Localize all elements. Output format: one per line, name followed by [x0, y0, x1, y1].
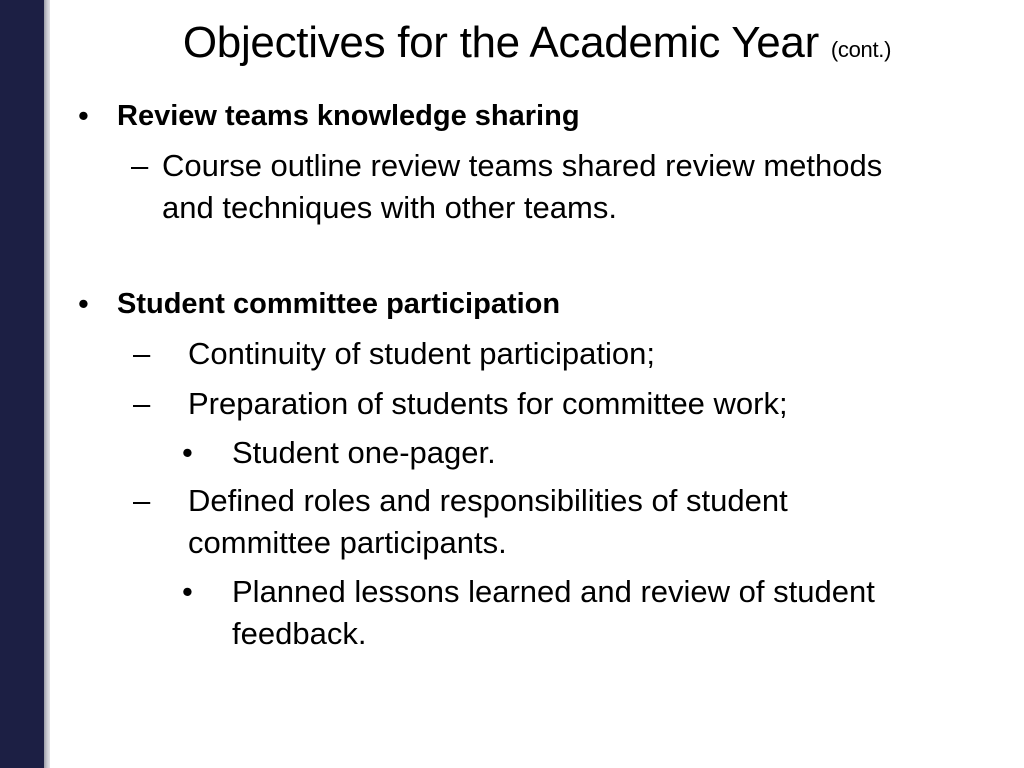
bullet-2-2-1: •: [182, 435, 193, 470]
list-item-text: Student one-pager.: [232, 435, 496, 470]
slide-title-text: Objectives for the Academic Year: [182, 18, 819, 67]
left-accent-bar: [0, 0, 44, 768]
list-item-text: Defined roles and responsibilities of student: [188, 483, 788, 518]
bullet-2: •: [78, 286, 89, 321]
list-item-text: and techniques with other teams.: [162, 190, 617, 225]
dash-2-1: –: [133, 336, 151, 371]
heading-knowledge-sharing: Review teams knowledge sharing: [117, 100, 580, 132]
dash-2-2: –: [133, 386, 151, 421]
slide-title-suffix: (cont.): [830, 37, 892, 62]
dash-1-1: –: [131, 148, 149, 183]
list-item-text: Planned lessons learned and review of student: [232, 574, 875, 609]
list-item-text: Course outline review teams shared review methods: [162, 148, 883, 183]
list-item-text: committee participants.: [188, 525, 507, 560]
dash-2-3: –: [133, 483, 151, 518]
heading-student-committee: Student committee participation: [117, 288, 561, 320]
left-accent-stripe: [44, 0, 50, 768]
list-item-text: feedback.: [232, 616, 367, 651]
slide-title: [50, 17, 1024, 76]
list-item-text: Preparation of students for committee work;: [188, 386, 788, 421]
bullet-2-3-1: •: [182, 574, 193, 609]
list-item-text: Continuity of student participation;: [188, 336, 655, 371]
bullet-1: •: [78, 98, 89, 133]
